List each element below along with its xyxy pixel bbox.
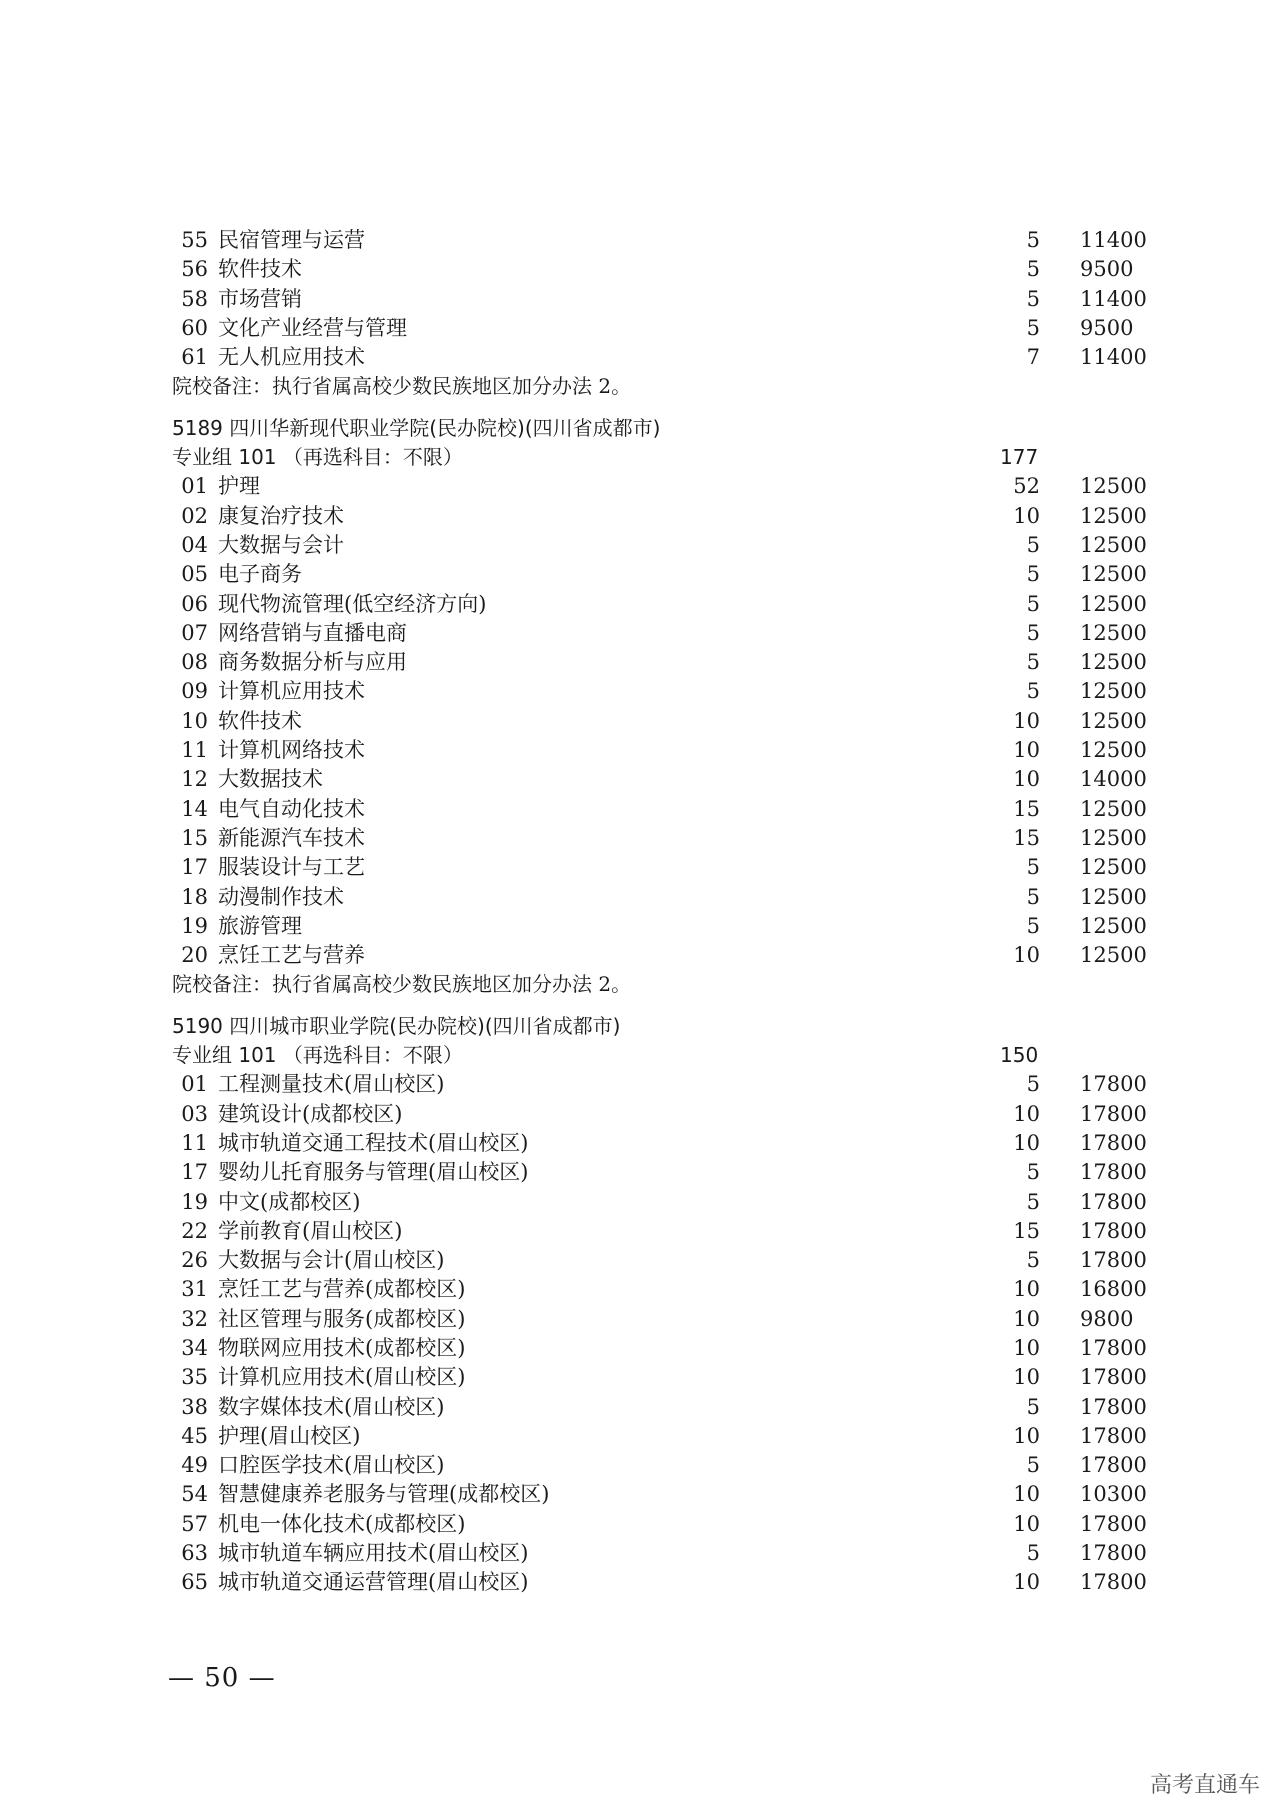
major-fee: 17800 xyxy=(1080,1394,1147,1419)
major-code: 22 xyxy=(181,1218,208,1243)
major-fee: 9500 xyxy=(1080,315,1134,340)
major-code: 17 xyxy=(181,855,208,880)
major-name: 烹饪工艺与营养(成都校区) xyxy=(218,1277,466,1302)
major-row xyxy=(0,1070,1280,1099)
major-name: 烹饪工艺与营养 xyxy=(218,943,365,968)
major-plan: 5 xyxy=(1026,884,1040,909)
major-code: 11 xyxy=(181,738,208,763)
major-group-plan: 150 xyxy=(1000,1043,1039,1068)
major-row xyxy=(0,1275,1280,1304)
major-code: 04 xyxy=(181,532,208,557)
major-plan: 10 xyxy=(1013,1335,1040,1360)
major-fee: 11400 xyxy=(1080,228,1147,252)
major-code: 55 xyxy=(181,228,208,252)
major-code: 18 xyxy=(181,884,208,909)
major-plan: 10 xyxy=(1013,1482,1040,1507)
major-code: 65 xyxy=(181,1570,208,1595)
major-plan: 5 xyxy=(1026,315,1040,340)
major-name: 软件技术 xyxy=(218,257,302,282)
major-row xyxy=(0,226,1280,255)
major-fee: 12500 xyxy=(1080,679,1147,704)
major-fee: 9500 xyxy=(1080,257,1134,282)
major-plan: 10 xyxy=(1013,1130,1040,1155)
major-fee: 11400 xyxy=(1080,286,1147,311)
major-plan: 5 xyxy=(1026,855,1040,880)
major-fee: 10300 xyxy=(1080,1482,1147,1507)
major-code: 03 xyxy=(181,1101,208,1126)
section-gap xyxy=(0,402,1280,414)
major-row xyxy=(0,707,1280,736)
major-fee: 16800 xyxy=(1080,1277,1147,1302)
major-code: 07 xyxy=(181,620,208,645)
major-fee: 12500 xyxy=(1080,532,1147,557)
major-fee: 17800 xyxy=(1080,1365,1147,1390)
major-name: 大数据技术 xyxy=(218,767,323,792)
major-fee: 12500 xyxy=(1080,474,1147,499)
major-plan: 5 xyxy=(1026,532,1040,557)
major-plan: 52 xyxy=(1013,474,1040,499)
school-header xyxy=(0,1012,1280,1041)
major-code: 01 xyxy=(181,1072,208,1097)
major-name: 物联网应用技术(成都校区) xyxy=(218,1335,466,1360)
major-name: 计算机应用技术 xyxy=(218,679,365,704)
major-name: 城市轨道交通工程技术(眉山校区) xyxy=(218,1130,529,1155)
major-row xyxy=(0,765,1280,794)
major-name: 无人机应用技术 xyxy=(218,345,365,370)
major-name: 动漫制作技术 xyxy=(218,884,344,909)
major-plan: 10 xyxy=(1013,1511,1040,1536)
major-plan: 5 xyxy=(1026,257,1040,282)
major-name: 电子商务 xyxy=(218,562,302,587)
major-fee: 12500 xyxy=(1080,913,1147,938)
major-fee: 12500 xyxy=(1080,884,1147,909)
major-row xyxy=(0,619,1280,648)
major-code: 57 xyxy=(181,1511,208,1536)
major-name: 康复治疗技术 xyxy=(218,503,344,528)
major-code: 54 xyxy=(181,1482,208,1507)
major-fee: 17800 xyxy=(1080,1570,1147,1595)
major-row xyxy=(0,472,1280,501)
major-fee: 17800 xyxy=(1080,1072,1147,1097)
major-row xyxy=(0,677,1280,706)
major-plan: 5 xyxy=(1026,679,1040,704)
major-name: 商务数据分析与应用 xyxy=(218,650,407,675)
major-plan: 5 xyxy=(1026,1541,1040,1566)
major-plan: 10 xyxy=(1013,1277,1040,1302)
major-fee: 12500 xyxy=(1080,738,1147,763)
major-name: 建筑设计(成都校区) xyxy=(218,1101,403,1126)
school-remark-row xyxy=(0,970,1280,999)
major-code: 19 xyxy=(181,1189,208,1214)
major-group-label: 专业组 101 （再选科目：不限） xyxy=(172,1043,463,1068)
major-plan: 5 xyxy=(1026,1248,1040,1273)
major-name: 城市轨道交通运营管理(眉山校区) xyxy=(218,1570,529,1595)
major-plan: 5 xyxy=(1026,1394,1040,1419)
major-fee: 12500 xyxy=(1080,855,1147,880)
major-plan: 5 xyxy=(1026,913,1040,938)
major-row xyxy=(0,285,1280,314)
major-fee: 12500 xyxy=(1080,591,1147,616)
major-row xyxy=(0,853,1280,882)
major-name: 大数据与会计(眉山校区) xyxy=(218,1248,445,1273)
major-row xyxy=(0,1568,1280,1597)
major-code: 08 xyxy=(181,650,208,675)
major-code: 63 xyxy=(181,1541,208,1566)
watermark: 高考直通车 xyxy=(1149,1773,1260,1798)
major-row xyxy=(0,1100,1280,1129)
major-fee: 12500 xyxy=(1080,708,1147,733)
page-content xyxy=(0,226,1280,1598)
major-name: 民宿管理与运营 xyxy=(218,228,365,252)
major-fee: 12500 xyxy=(1080,825,1147,850)
major-plan: 5 xyxy=(1026,286,1040,311)
major-row xyxy=(0,1539,1280,1568)
major-name: 机电一体化技术(成都校区) xyxy=(218,1511,466,1536)
major-code: 58 xyxy=(181,286,208,311)
major-name: 文化产业经营与管理 xyxy=(218,315,407,340)
major-code: 19 xyxy=(181,913,208,938)
major-plan: 5 xyxy=(1026,1072,1040,1097)
major-plan: 5 xyxy=(1026,1453,1040,1478)
major-plan: 5 xyxy=(1026,1160,1040,1185)
major-name: 口腔医学技术(眉山校区) xyxy=(218,1453,445,1478)
major-row xyxy=(0,1363,1280,1392)
major-fee: 17800 xyxy=(1080,1218,1147,1243)
major-row xyxy=(0,531,1280,560)
major-row xyxy=(0,736,1280,765)
major-code: 60 xyxy=(181,315,208,340)
school-remark-row xyxy=(0,372,1280,401)
school-header xyxy=(0,414,1280,443)
major-row xyxy=(0,795,1280,824)
major-fee: 17800 xyxy=(1080,1453,1147,1478)
major-row xyxy=(0,343,1280,372)
major-name: 护理 xyxy=(218,474,260,499)
major-row xyxy=(0,314,1280,343)
major-group-plan: 177 xyxy=(1000,445,1039,470)
major-fee: 17800 xyxy=(1080,1101,1147,1126)
major-name: 市场营销 xyxy=(218,286,302,311)
major-name: 网络营销与直播电商 xyxy=(218,620,407,645)
major-name: 大数据与会计 xyxy=(218,532,344,557)
major-plan: 15 xyxy=(1013,796,1040,821)
major-plan: 5 xyxy=(1026,650,1040,675)
school-title: 5190 四川城市职业学院(民办院校)(四川省成都市) xyxy=(172,1013,621,1038)
page-number: — 50 — xyxy=(168,1663,276,1693)
major-code: 05 xyxy=(181,562,208,587)
major-row xyxy=(0,1510,1280,1539)
major-code: 09 xyxy=(181,679,208,704)
major-fee: 17800 xyxy=(1080,1541,1147,1566)
major-plan: 10 xyxy=(1013,1570,1040,1595)
major-name: 护理(眉山校区) xyxy=(218,1423,361,1448)
major-row xyxy=(0,941,1280,970)
major-fee: 17800 xyxy=(1080,1248,1147,1273)
major-name: 婴幼儿托育服务与管理(眉山校区) xyxy=(218,1160,529,1185)
major-fee: 12500 xyxy=(1080,943,1147,968)
major-plan: 7 xyxy=(1026,345,1040,370)
major-code: 14 xyxy=(181,796,208,821)
major-name: 软件技术 xyxy=(218,708,302,733)
major-plan: 10 xyxy=(1013,1423,1040,1448)
major-plan: 5 xyxy=(1026,591,1040,616)
major-code: 35 xyxy=(181,1365,208,1390)
school-remark: 院校备注：执行省属高校少数民族地区加分办法 2。 xyxy=(172,374,632,399)
major-plan: 10 xyxy=(1013,1101,1040,1126)
major-row xyxy=(0,883,1280,912)
major-code: 11 xyxy=(181,1130,208,1155)
major-fee: 9800 xyxy=(1080,1306,1134,1331)
major-row xyxy=(0,1217,1280,1246)
major-code: 38 xyxy=(181,1394,208,1419)
major-row xyxy=(0,1188,1280,1217)
major-row xyxy=(0,824,1280,853)
major-code: 56 xyxy=(181,257,208,282)
major-group-row xyxy=(0,1041,1280,1070)
major-row xyxy=(0,1305,1280,1334)
major-code: 45 xyxy=(181,1423,208,1448)
major-code: 32 xyxy=(181,1306,208,1331)
major-row xyxy=(0,1480,1280,1509)
major-fee: 17800 xyxy=(1080,1511,1147,1536)
major-row xyxy=(0,502,1280,531)
major-name: 数字媒体技术(眉山校区) xyxy=(218,1394,445,1419)
section-gap xyxy=(0,1000,1280,1012)
major-code: 61 xyxy=(181,345,208,370)
major-name: 服装设计与工艺 xyxy=(218,855,365,880)
major-name: 计算机网络技术 xyxy=(218,738,365,763)
major-code: 26 xyxy=(181,1248,208,1273)
major-row xyxy=(0,590,1280,619)
major-plan: 10 xyxy=(1013,1306,1040,1331)
major-name: 社区管理与服务(成都校区) xyxy=(218,1306,466,1331)
major-code: 49 xyxy=(181,1453,208,1478)
major-code: 20 xyxy=(181,943,208,968)
major-fee: 12500 xyxy=(1080,796,1147,821)
major-group-label: 专业组 101 （再选科目：不限） xyxy=(172,445,463,470)
major-name: 城市轨道车辆应用技术(眉山校区) xyxy=(218,1541,529,1566)
major-plan: 5 xyxy=(1026,562,1040,587)
major-fee: 17800 xyxy=(1080,1335,1147,1360)
major-fee: 17800 xyxy=(1080,1423,1147,1448)
major-row xyxy=(0,912,1280,941)
major-fee: 12500 xyxy=(1080,562,1147,587)
major-name: 现代物流管理(低空经济方向) xyxy=(218,591,487,616)
major-row xyxy=(0,1246,1280,1275)
major-code: 17 xyxy=(181,1160,208,1185)
major-plan: 10 xyxy=(1013,943,1040,968)
major-code: 31 xyxy=(181,1277,208,1302)
major-row xyxy=(0,1451,1280,1480)
major-code: 01 xyxy=(181,474,208,499)
major-code: 15 xyxy=(181,825,208,850)
major-name: 新能源汽车技术 xyxy=(218,825,365,850)
major-row xyxy=(0,648,1280,677)
major-name: 工程测量技术(眉山校区) xyxy=(218,1072,445,1097)
major-plan: 15 xyxy=(1013,825,1040,850)
major-plan: 10 xyxy=(1013,708,1040,733)
major-plan: 5 xyxy=(1026,620,1040,645)
major-name: 智慧健康养老服务与管理(成都校区) xyxy=(218,1482,550,1507)
major-code: 10 xyxy=(181,708,208,733)
major-fee: 12500 xyxy=(1080,620,1147,645)
major-name: 电气自动化技术 xyxy=(218,796,365,821)
major-plan: 15 xyxy=(1013,1218,1040,1243)
major-code: 34 xyxy=(181,1335,208,1360)
major-fee: 17800 xyxy=(1080,1189,1147,1214)
major-plan: 10 xyxy=(1013,1365,1040,1390)
major-plan: 10 xyxy=(1013,738,1040,763)
major-plan: 10 xyxy=(1013,503,1040,528)
major-fee: 17800 xyxy=(1080,1160,1147,1185)
major-plan: 10 xyxy=(1013,767,1040,792)
major-fee: 11400 xyxy=(1080,345,1147,370)
major-row xyxy=(0,560,1280,589)
major-plan: 5 xyxy=(1026,1189,1040,1214)
major-group-row xyxy=(0,443,1280,472)
major-code: 02 xyxy=(181,503,208,528)
school-remark: 院校备注：执行省属高校少数民族地区加分办法 2。 xyxy=(172,972,632,997)
major-name: 旅游管理 xyxy=(218,913,302,938)
major-name: 计算机应用技术(眉山校区) xyxy=(218,1365,466,1390)
major-row xyxy=(0,255,1280,284)
major-row xyxy=(0,1129,1280,1158)
school-title: 5189 四川华新现代职业学院(民办院校)(四川省成都市) xyxy=(172,415,661,440)
major-fee: 12500 xyxy=(1080,650,1147,675)
major-name: 学前教育(眉山校区) xyxy=(218,1218,403,1243)
major-fee: 17800 xyxy=(1080,1130,1147,1155)
major-code: 12 xyxy=(181,767,208,792)
major-name: 中文(成都校区) xyxy=(218,1189,361,1214)
major-row xyxy=(0,1334,1280,1363)
major-fee: 12500 xyxy=(1080,503,1147,528)
major-row xyxy=(0,1422,1280,1451)
major-code: 06 xyxy=(181,591,208,616)
major-plan: 5 xyxy=(1026,228,1040,252)
major-fee: 14000 xyxy=(1080,767,1147,792)
major-row xyxy=(0,1158,1280,1187)
major-row xyxy=(0,1393,1280,1422)
